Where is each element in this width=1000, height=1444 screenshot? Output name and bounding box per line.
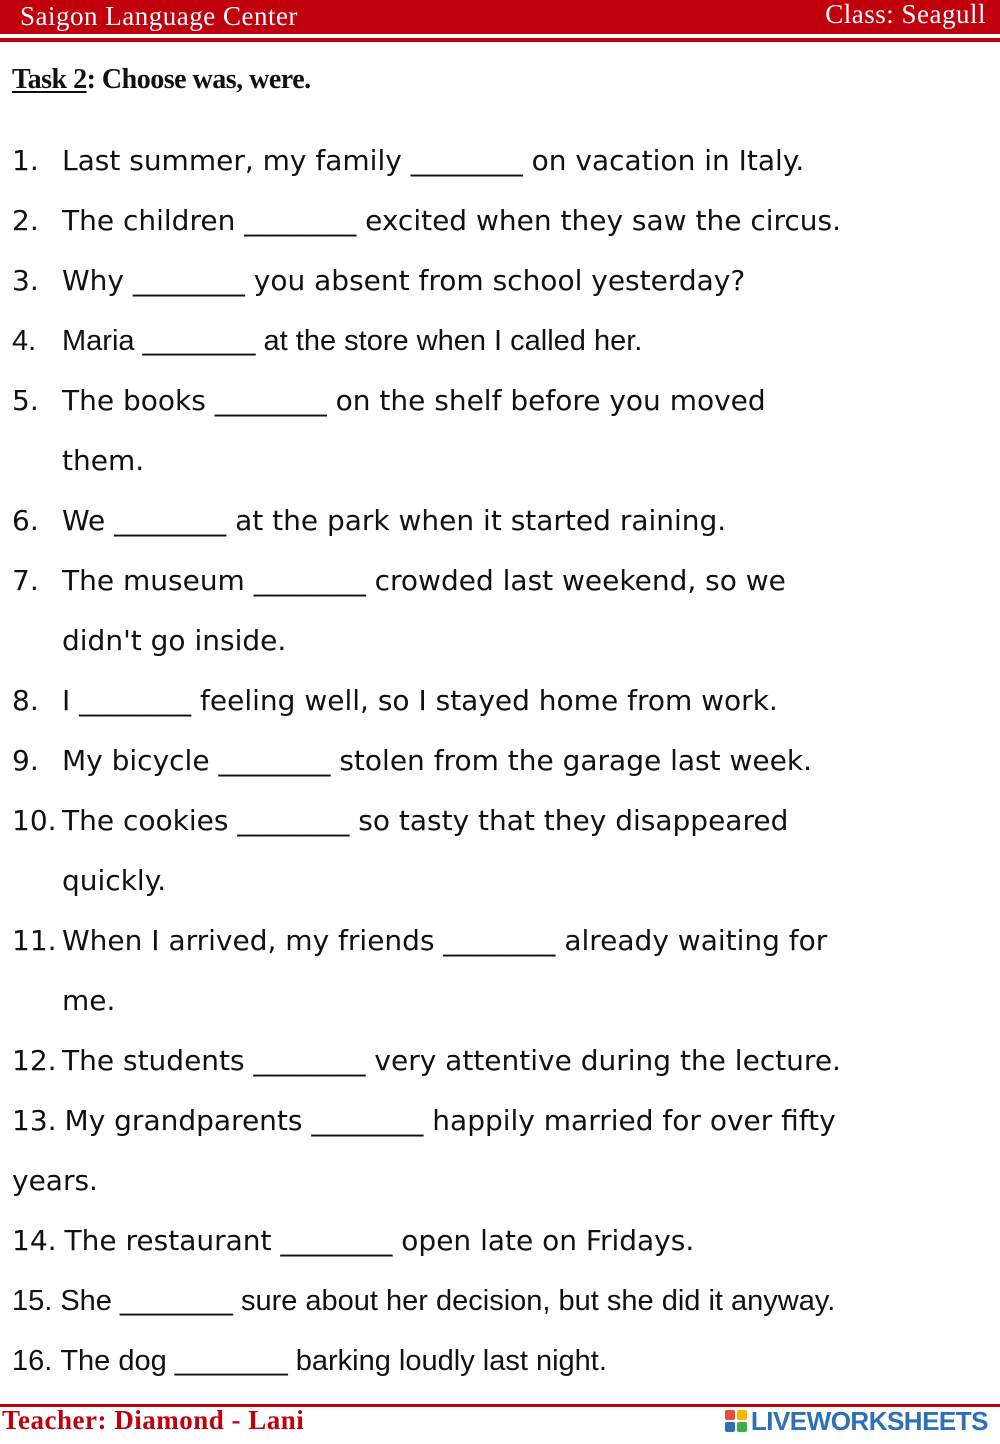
question-number: 4. — [12, 325, 37, 357]
question-text: The students ________ very attentive during the lecture. — [62, 1044, 841, 1077]
liveworksheets-icon — [725, 1410, 747, 1432]
question-number: 5. — [12, 384, 39, 417]
question-5 — [12, 381, 766, 421]
question-text: them. — [62, 444, 145, 477]
question-number: 8. — [12, 684, 39, 717]
question-text: The restaurant ________ open late on Fridays. — [64, 1224, 695, 1257]
question-text: My bicycle ________ stolen from the garage last week. — [62, 744, 812, 777]
question-text: The dog _______ barking loudly last night. — [60, 1345, 607, 1377]
question-8 — [12, 681, 778, 721]
question-6 — [12, 501, 726, 541]
question-14 — [12, 1221, 694, 1261]
question-4 — [12, 321, 642, 361]
question-text: me. — [62, 984, 116, 1017]
question-10 — [12, 801, 788, 841]
question-text: Last summer, my family ________ on vacation in Italy. — [62, 144, 805, 177]
question-11-continued — [62, 981, 115, 1021]
question-number: 3. — [12, 264, 39, 297]
question-number: 2. — [12, 204, 39, 237]
question-11 — [12, 921, 827, 961]
question-3 — [12, 261, 745, 301]
question-text: Maria _______ at the store when I called her. — [62, 325, 643, 357]
question-number: 11. — [12, 924, 57, 957]
school-name: Saigon Language Center — [20, 1, 298, 31]
question-number: 16. — [12, 1345, 53, 1377]
class-label: Class: Seagull — [825, 0, 986, 29]
question-15 — [12, 1281, 835, 1321]
question-16 — [12, 1341, 607, 1381]
task-label: Task 2 — [12, 64, 87, 95]
question-text: Why ________ you absent from school yesterday? — [62, 264, 746, 297]
brand-name: LIVEWORKSHEETS — [750, 1405, 988, 1436]
question-number: 1. — [12, 144, 39, 177]
question-number: 6. — [12, 504, 39, 537]
question-number: 7. — [12, 564, 39, 597]
question-text: The books ________ on the shelf before you moved — [62, 384, 766, 417]
question-2 — [12, 201, 841, 241]
question-text: years. — [12, 1164, 98, 1197]
question-text: We ________ at the park when it started raining. — [62, 504, 727, 537]
question-7-continued — [62, 621, 286, 661]
question-5-continued — [62, 441, 144, 481]
question-13-continued — [12, 1161, 98, 1201]
question-number: 12. — [12, 1044, 57, 1077]
question-text: didn't go inside. — [62, 624, 287, 657]
question-text: She _______ sure about her decision, but she did it anyway. — [60, 1285, 836, 1317]
question-12 — [12, 1041, 841, 1081]
question-number: 10. — [12, 804, 57, 837]
question-number: 15. — [12, 1285, 53, 1317]
question-13 — [12, 1101, 836, 1141]
teacher-name: Teacher: Diamond - Lani — [2, 1405, 305, 1435]
question-7 — [12, 561, 786, 601]
liveworksheets-logo[interactable] — [725, 1406, 988, 1436]
question-number: 13. — [12, 1104, 57, 1137]
question-text: I ________ feeling well, so I stayed home from work. — [62, 684, 778, 717]
question-text: The museum ________ crowded last weekend, so we — [62, 564, 786, 597]
question-number: 9. — [12, 744, 39, 777]
question-text: The cookies ________ so tasty that they disappeared — [62, 804, 789, 837]
question-10-continued — [62, 861, 166, 901]
question-text: The children ________ excited when they saw the circus. — [62, 204, 842, 237]
question-text: My grandparents ________ happily married for over fifty — [64, 1104, 836, 1137]
question-9 — [12, 741, 812, 781]
question-1 — [12, 141, 804, 181]
question-text: quickly. — [62, 864, 167, 897]
task-instruction: : Choose was, were. — [86, 64, 311, 95]
question-text: When I arrived, my friends ________ already waiting for — [62, 924, 828, 957]
question-number: 14. — [12, 1224, 57, 1257]
